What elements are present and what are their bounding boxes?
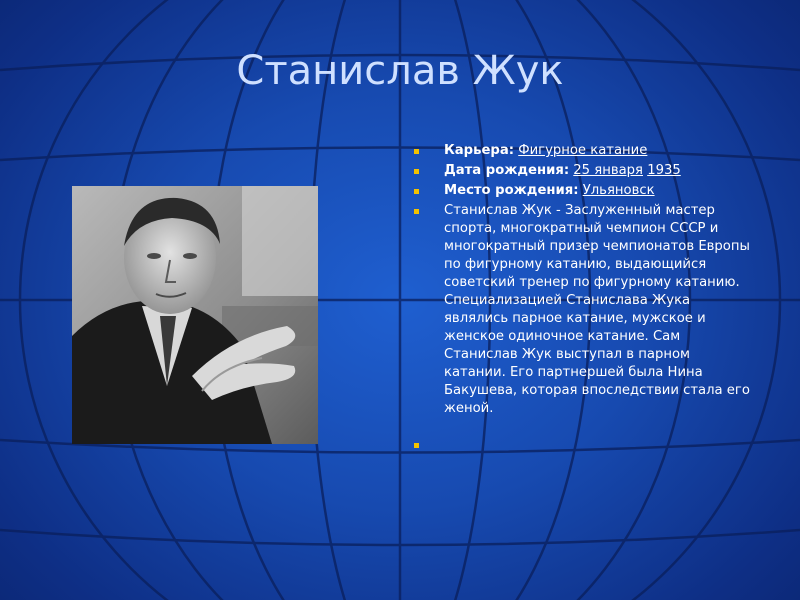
bullet-birth-place xyxy=(414,182,754,200)
bullet-list xyxy=(414,142,754,456)
bullet-empty xyxy=(414,436,754,454)
slide-title: Станислав Жук xyxy=(236,48,564,94)
birth-date-label: Дата рождения: xyxy=(444,163,570,178)
bullet-career xyxy=(414,142,754,160)
bullet-square-icon xyxy=(414,209,419,214)
bullet-square-icon xyxy=(414,189,419,194)
birth-place-label: Место рождения: xyxy=(444,183,579,198)
birth-date-link[interactable]: 25 января xyxy=(573,163,643,178)
birth-place-link[interactable]: Ульяновск xyxy=(582,183,655,198)
description-text: Станислав Жук - Заслуженный мастер спорта, многократный чемпион СССР и многократный призер чемпионатов Европы по фигурному катанию, выдающийся советский тренер по фигурному катанию. Специализацией Станислава Жука являлись парное катание, мужское и женское одиночное катание. Сам Станислав Жук выступал в парном катании. Его партнершей была Нина Бакушева, которая впоследствии стала его женой. xyxy=(444,203,750,416)
bullet-description xyxy=(414,202,754,418)
bullet-square-icon xyxy=(414,169,419,174)
career-label: Карьера: xyxy=(444,143,515,158)
portrait-photo xyxy=(72,186,318,444)
bullet-square-icon xyxy=(414,443,419,448)
career-link[interactable]: Фигурное катание xyxy=(518,143,648,158)
portrait-illustration xyxy=(72,186,318,444)
birth-year-link[interactable]: 1935 xyxy=(647,163,681,178)
bullet-birth-date xyxy=(414,162,754,180)
bullet-square-icon xyxy=(414,149,419,154)
